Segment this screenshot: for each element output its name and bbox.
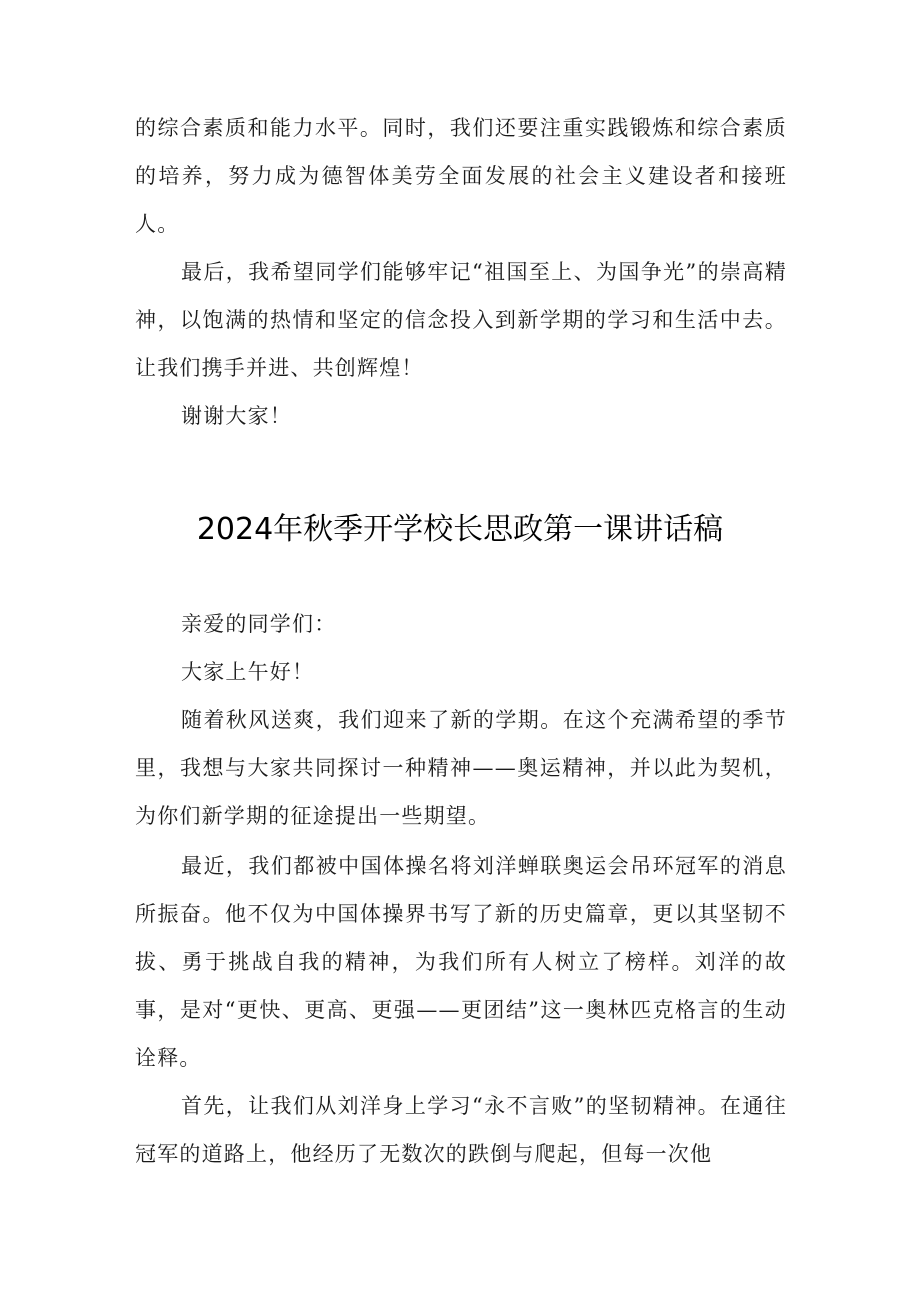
salutation: 亲爱的同学们： (181, 612, 337, 636)
continuation-paragraph: 的综合素质和能力水平。同时，我们还要注重实践锻炼和综合素质的培养，努力成为德智体美劳全面发展的社会主义建设者和接班人。 (135, 116, 787, 236)
paragraph-1: 随着秋风送爽，我们迎来了新的学期。在这个充满希望的季节里，我想与大家共同探讨一种精神——奥运精神，并以此为契机，为你们新学期的征途提出一些期望。 (135, 708, 787, 828)
closing-paragraph: 最后，我希望同学们能够牢记“祖国至上、为国争光”的崇高精神，以饱满的热情和坚定的信念投入到新学期的学习和生活中去。让我们携手并进、共创辉煌！ (135, 260, 787, 380)
greeting: 大家上午好！ (181, 660, 315, 684)
article-title: 2024年秋季开学校长思政第一课讲话稿 (196, 512, 724, 547)
paragraph-2: 最近，我们都被中国体操名将刘洋蝉联奥运会吊环冠军的消息所振奋。他不仅为中国体操界书写了新的历史篇章，更以其坚韧不拔、勇于挑战自我的精神，为我们所有人树立了榜样。刘洋的故事，是对“更快、更高、更强——更团结”这一奥林匹克格言的生动诠释。 (135, 854, 787, 1070)
thanks-line: 谢谢大家！ (181, 404, 292, 428)
paragraph-3: 首先，让我们从刘洋身上学习“永不言败”的坚韧精神。在通往冠军的道路上，他经历了无数次的跌倒与爬起，但每一次他 (135, 1094, 787, 1166)
